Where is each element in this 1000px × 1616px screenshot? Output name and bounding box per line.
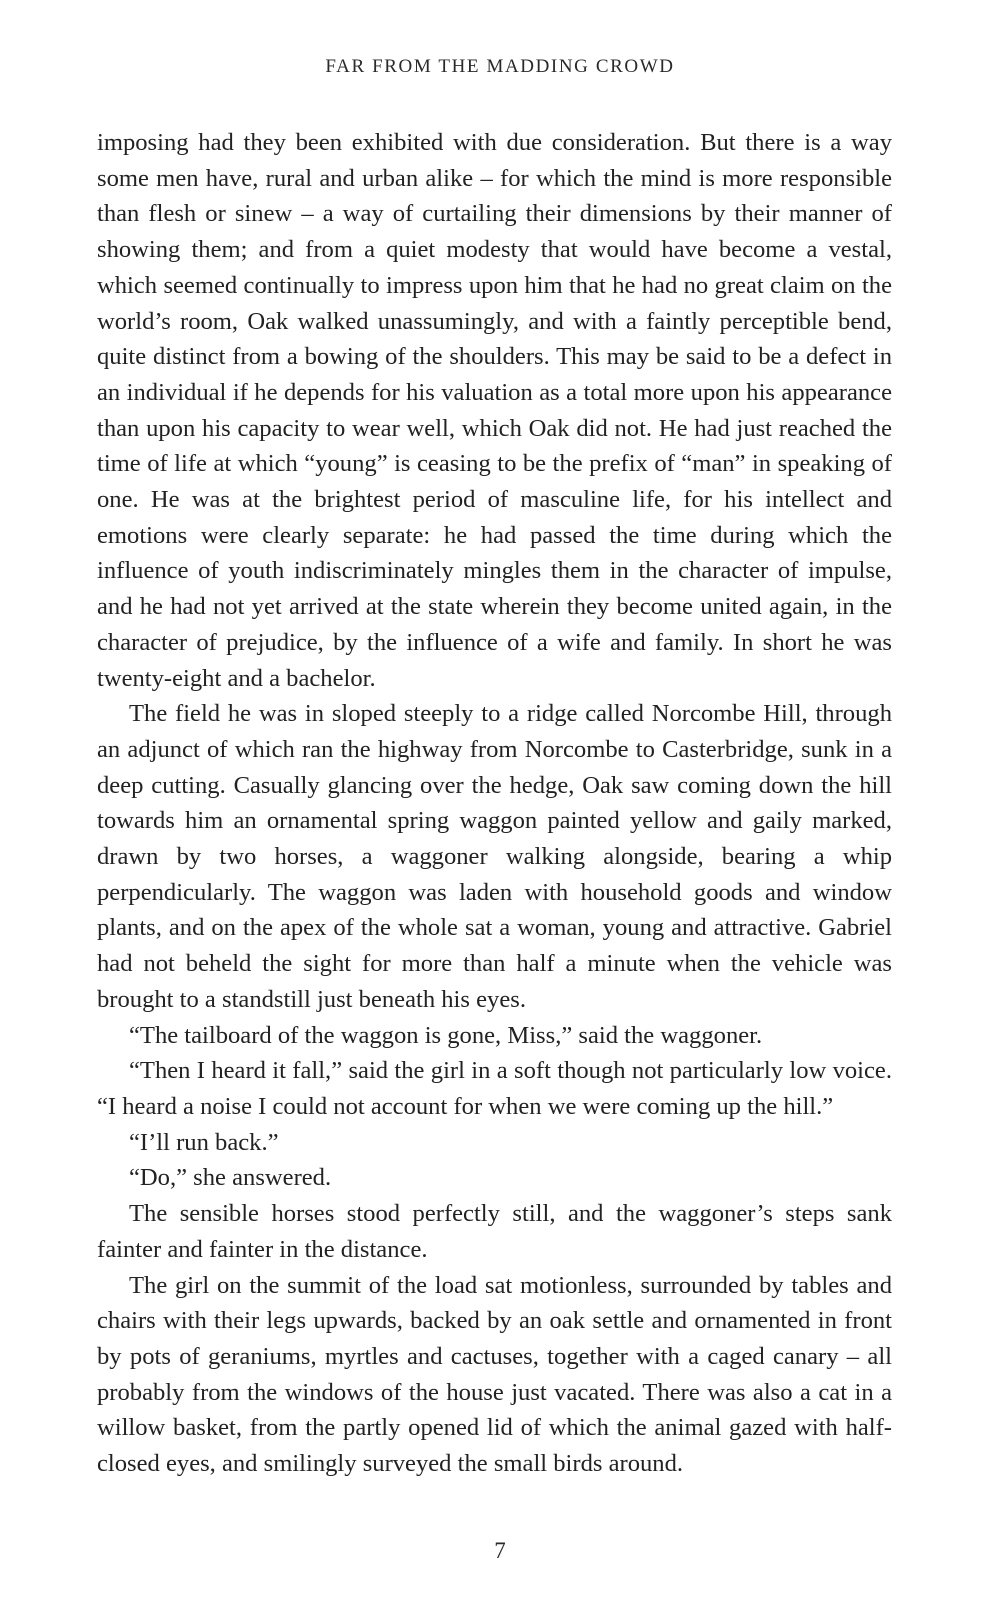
paragraph: The sensible horses stood perfectly still, and the waggoner’s steps sank fainter and fainter in the distance. xyxy=(97,1200,892,1263)
paragraph: “Then I heard it fall,” said the girl in a soft though not particularly low voice. “I heard a noise I could not account for when we were coming up the hill.” xyxy=(97,1057,892,1120)
page-number: 7 xyxy=(494,1538,506,1563)
paragraph: “Do,” she answered. xyxy=(129,1164,332,1192)
running-head: FAR FROM THE MADDING CROWD xyxy=(325,56,675,77)
body-text xyxy=(97,125,892,1482)
paragraph: The girl on the summit of the load sat motionless, surrounded by tables and chairs with their legs upwards, backed by an oak settle and ornamented in front by pots of geraniums, myrtles and cactuses, together with a caged canary – all probably from the windows of the house just vacated. There was also a cat in a willow basket, from the partly opened lid of which the animal gazed with half-closed eyes, and smilingly surveyed the small birds around. xyxy=(97,1271,892,1478)
paragraph: “I’ll run back.” xyxy=(129,1128,279,1156)
paragraph: “The tailboard of the waggon is gone, Miss,” said the waggoner. xyxy=(129,1021,763,1049)
paragraph: The field he was in sloped steeply to a ridge called Norcombe Hill, through an adjunct of which ran the highway from Norcombe to Casterbridge, sunk in a deep cutting. Casually glancing over the hedge, Oak saw coming down the hill towards him an ornamental spring waggon painted yellow and gaily marked, drawn by two horses, a waggoner walking alongside, bearing a whip perpendicularly. The waggon was laden with household goods and window plants, and on the apex of the whole sat a woman, young and attractive. Gabriel had not beheld the sight for more than half a minute when the vehicle was brought to a standstill just beneath his eyes. xyxy=(97,700,892,1013)
paragraph: imposing had they been exhibited with due consideration. But there is a way some men have, rural and urban alike – for which the mind is more responsible than flesh or sinew – a way of curtailing their dimensions by their manner of showing them; and from a quiet modesty that would have become a vestal, which seemed continually to impress upon him that he had no great claim on the world’s room, Oak walked unassumingly, and with a faintly perceptible bend, quite distinct from a bowing of the shoulders. This may be said to be a defect in an individual if he depends for his valuation as a total more upon his appearance than upon his capacity to wear well, which Oak did not. He had just reached the time of life at which “young” is ceasing to be the prefix of “man” in speaking of one. He was at the brightest period of masculine life, for his intellect and emotions were clearly separate: he had passed the time during which the influence of youth indiscriminately mingles them in the character of impulse, and he had not yet arrived at the state wherein they become united again, in the character of prejudice, by the influence of a wife and family. In short he was twenty-eight and a bachelor. xyxy=(97,129,892,692)
